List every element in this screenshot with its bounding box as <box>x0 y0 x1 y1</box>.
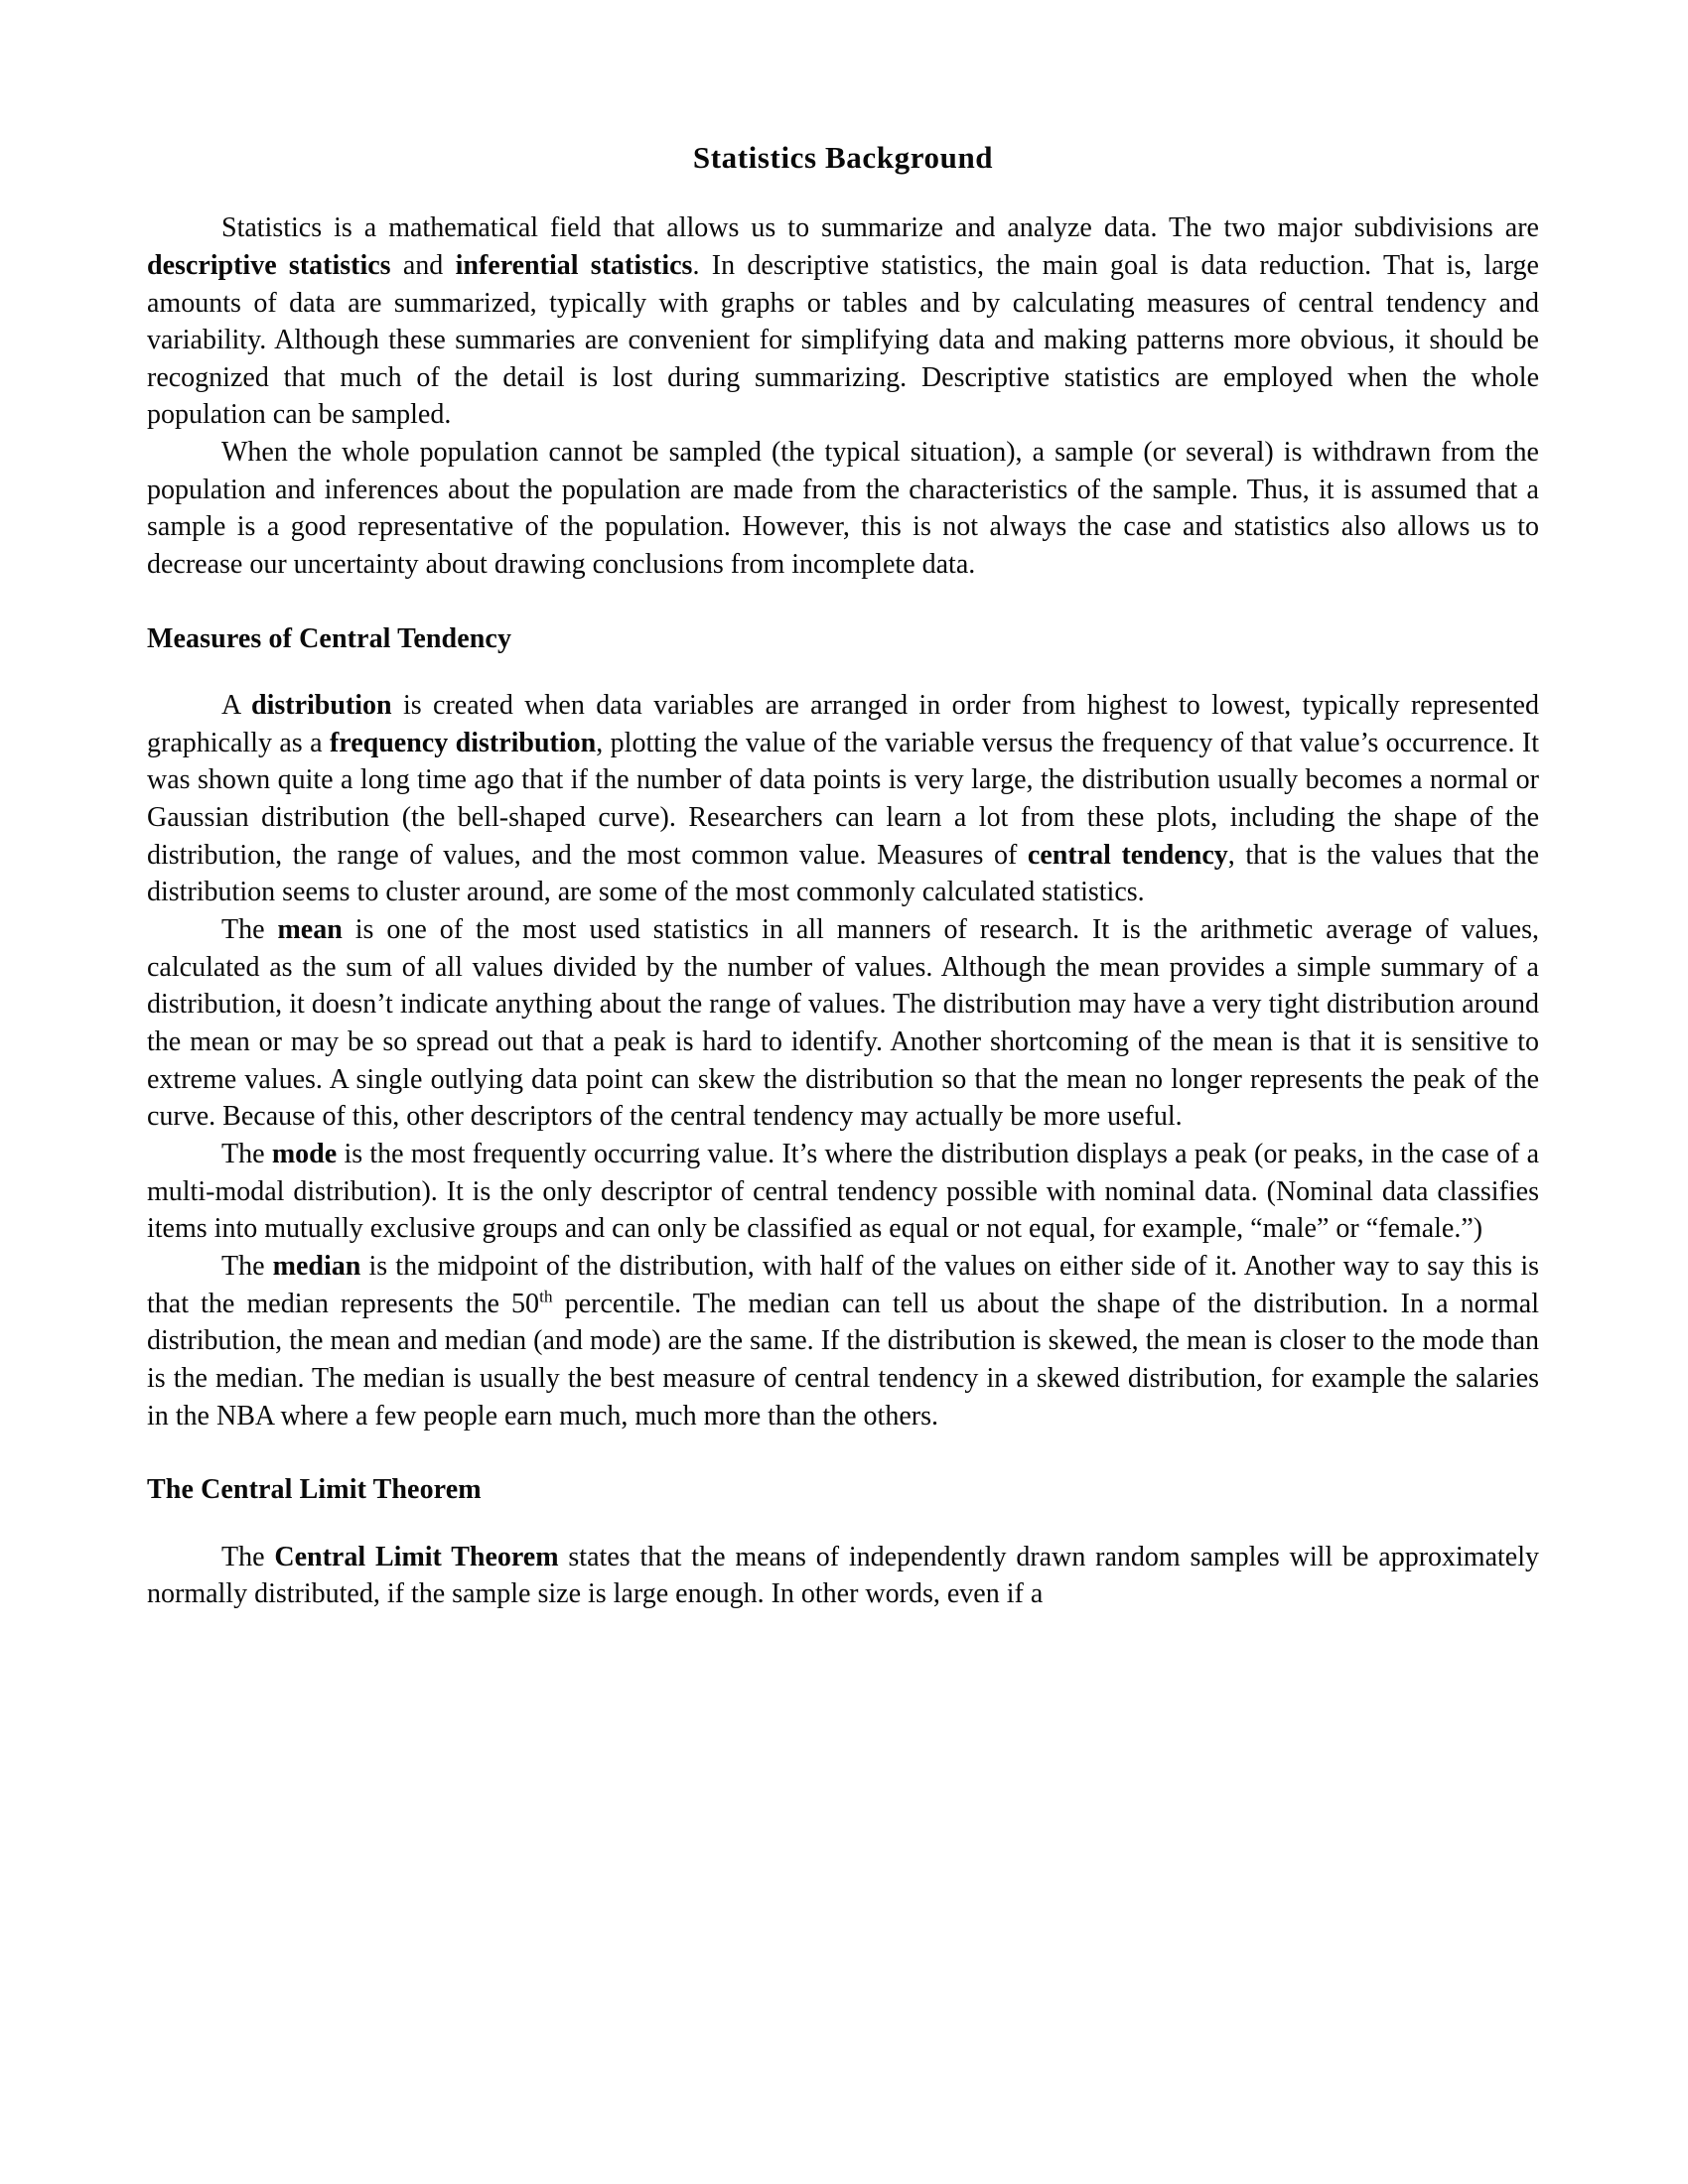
body-text: and <box>390 249 456 281</box>
body-text: Statistics is a mathematical field that allows us to summarize and analyze data. The two major subdivisions are <box>221 212 1539 244</box>
body-text: The <box>221 914 278 946</box>
body-text: When the whole population cannot be sampled (the typical situation), a sample (or several) is withdrawn from the population and inferences about the population are made from the characteristics of the sample. Thus, it is assumed that a sample is a good representative of the population. However, this is not always the case and statistics also allows us to decrease our uncertainty about drawing conclusions from incomplete data. <box>147 437 1539 581</box>
section-heading: The Central Limit Theorem <box>147 1474 482 1506</box>
body-text: The <box>221 1250 273 1282</box>
emphasis-term: median <box>272 1250 361 1282</box>
body-text: , that is the values that the distribution seems to cluster around, are some of the most commonly calculated statistics. <box>147 839 1539 908</box>
emphasis-term: descriptive statistics <box>147 249 391 281</box>
paragraph <box>147 911 1539 1136</box>
body-text: A <box>221 690 252 722</box>
paragraph <box>147 209 1539 434</box>
body-text: is one of the most used statistics in all manners of research. It is the arithmetic average of values, calculated as the sum of all values divided by the number of values. Although the mean provides a simple summary of a distribution, it doesn’t indicate anything about the range of values. The distribution may have a very tight distribution around the mean or may be so spread out that a peak is hard to identify. Another shortcoming of the mean is that it is sensitive to extreme values. A single outlying data point can skew the distribution so that the mean no longer represents the peak of the curve. Because of this, other descriptors of the central tendency may actually be more useful. <box>147 914 1540 1133</box>
emphasis-term: inferential statistics <box>455 249 693 281</box>
body-text: . In descriptive statistics, the main goal is data reduction. That is, large amounts of data are summarized, typically with graphs or tables and by calculating measures of central tendency and variability. Although these summaries are convenient for simplifying data and making patterns more obvious, it should be recognized that much of the detail is lost during summarizing. Descriptive statistics are employed when the whole population can be sampled. <box>147 249 1539 431</box>
page-title: Statistics Background <box>692 140 994 175</box>
paragraph <box>147 1136 1539 1248</box>
body-text: is the midpoint of the distribution, with half of the values on either side of it. Another way to say this is that the median represents the 50 <box>147 1250 1540 1319</box>
emphasis-term: frequency distribution <box>329 727 597 758</box>
paragraph <box>147 434 1539 584</box>
emphasis-term: Central Limit Theorem <box>274 1541 559 1572</box>
body-text: percentile. The median can tell us about the shape of the distribution. In a normal distribution, the mean and median (and mode) are the same. If the distribution is skewed, the mean is closer to the mode than is the median. The median is usually the best measure of central tendency in a skewed distribution, for example the salaries in the NBA where a few people earn much, much more than the others. <box>147 1288 1539 1432</box>
emphasis-term: distribution <box>251 690 392 722</box>
body-text: states that the means of independently drawn random samples will be approximately normally distributed, if the sample size is large enough. In other words, even if a <box>147 1541 1539 1610</box>
emphasis-term: central tendency <box>1027 839 1228 871</box>
section-heading: Measures of Central Tendency <box>147 622 512 654</box>
superscript-text: th <box>539 1287 553 1306</box>
body-text: The <box>221 1541 275 1572</box>
body-text: is created when data variables are arranged in order from highest to lowest, typically represented graphically as a <box>147 690 1539 758</box>
paragraph <box>147 1539 1539 1613</box>
body-text: The <box>221 1139 272 1170</box>
document-body <box>147 209 1539 1613</box>
emphasis-term: mode <box>271 1139 338 1170</box>
body-text: , plotting the value of the variable versus the frequency of that value’s occurrence. It was shown quite a long time ago that if the number of data points is very large, the distribution usually becomes a normal or Gaussian distribution (the bell-shaped curve). Researchers can learn a lot from these plots, including the shape of the distribution, the range of values, and the most common value. Measures of <box>147 727 1539 871</box>
paragraph <box>147 1248 1539 1434</box>
paragraph <box>147 687 1539 911</box>
body-text: is the most frequently occurring value. It’s where the distribution displays a peak (or peaks, in the case of a multi-modal distribution). It is the only descriptor of central tendency possible with nominal data. (Nominal data classifies items into mutually exclusive groups and can only be classified as equal or not equal, for example, “male” or “female.”) <box>147 1139 1540 1245</box>
emphasis-term: mean <box>277 914 343 946</box>
